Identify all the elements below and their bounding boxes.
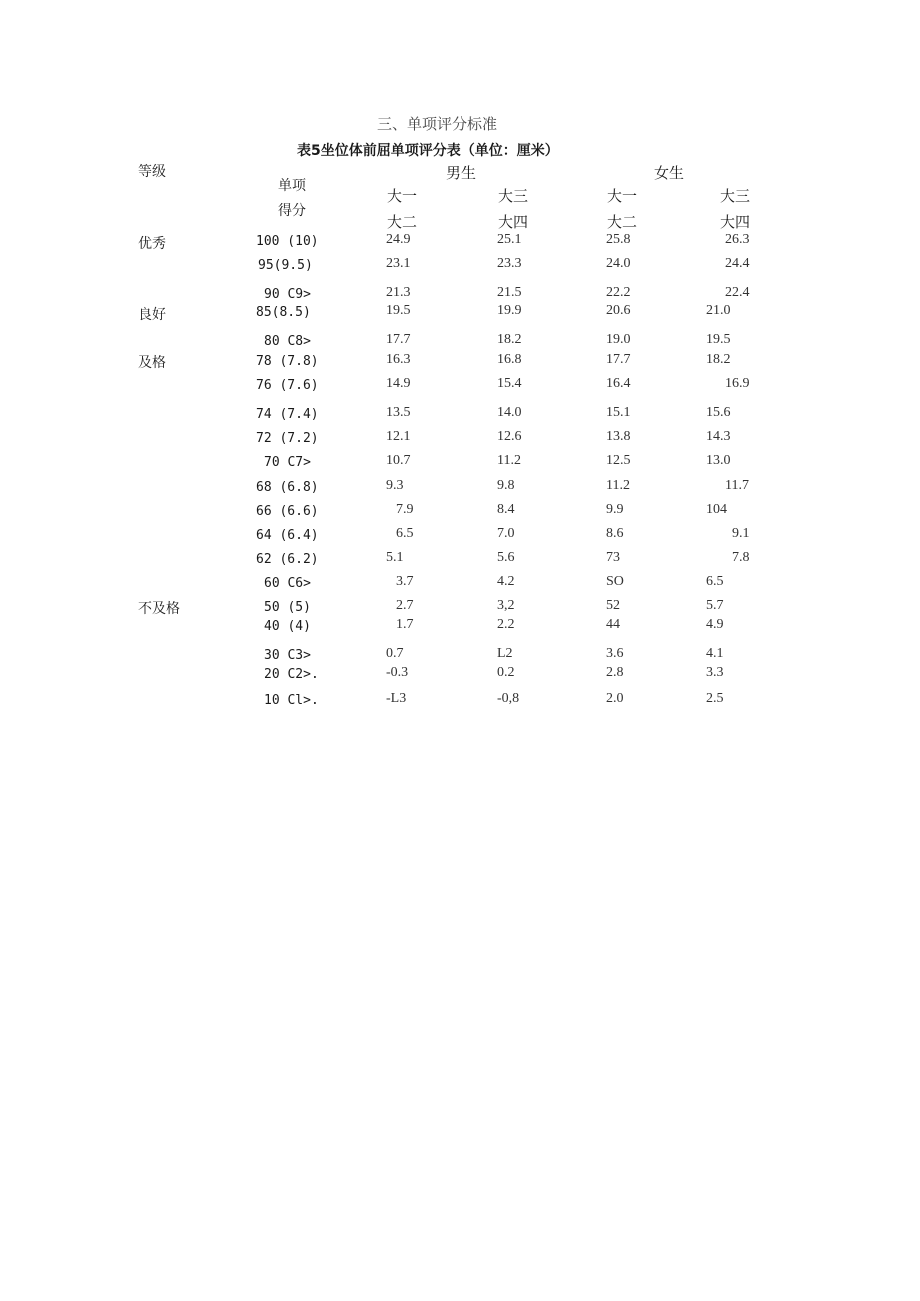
value-cell-m12: 19.5: [386, 303, 411, 318]
value-cell-f34: 22.4: [725, 285, 750, 300]
value-cell-f34: 11.7: [725, 478, 749, 493]
header-male-year34-line2: 大四: [498, 213, 529, 231]
value-cell-f12: 73: [606, 550, 620, 565]
value-cell-f12: 12.5: [606, 453, 631, 468]
value-cell-f12: 3.6: [606, 646, 624, 661]
value-cell-f12: 9.9: [606, 502, 624, 517]
value-cell-m34: 12.6: [497, 429, 522, 444]
value-cell-m12: 23.1: [386, 256, 411, 271]
score-cell: 80 C8>: [264, 334, 311, 349]
header-male-year34-line1: 大三: [498, 187, 529, 205]
header-female-year34-line2: 大四: [720, 213, 751, 231]
score-cell: 72 (7.2): [256, 431, 319, 446]
header-female-year12-line1: 大一: [607, 187, 638, 205]
value-cell-f34: 13.0: [706, 453, 731, 468]
value-cell-f34: 18.2: [706, 352, 731, 367]
value-cell-m12: 14.9: [386, 376, 411, 391]
score-cell: 70 C7>: [264, 455, 311, 470]
value-cell-m12: 3.7: [396, 574, 414, 589]
value-cell-m34: 8.4: [497, 502, 515, 517]
value-cell-m12: 24.9: [386, 232, 411, 247]
value-cell-f12: 52: [606, 598, 620, 613]
score-cell: 68 (6.8): [256, 480, 319, 495]
value-cell-m34: 7.0: [497, 526, 515, 541]
value-cell-f12: 13.8: [606, 429, 631, 444]
score-cell: 78 (7.8): [256, 354, 319, 369]
value-cell-f12: 22.2: [606, 285, 631, 300]
header-score-line1: 单项: [278, 178, 306, 194]
table-title: 表5坐位体前屈单项评分表（单位：厘米）: [297, 143, 559, 159]
value-cell-f12: 16.4: [606, 376, 631, 391]
value-cell-m12: 13.5: [386, 405, 411, 420]
header-male-year12-line2: 大二: [387, 213, 418, 231]
value-cell-m34: 0.2: [497, 665, 515, 680]
value-cell-m34: 4.2: [497, 574, 515, 589]
value-cell-m12: 21.3: [386, 285, 411, 300]
value-cell-f34: 19.5: [706, 332, 731, 347]
value-cell-m12: 7.9: [396, 502, 414, 517]
header-grade: 等级: [138, 164, 166, 180]
value-cell-m34: 18.2: [497, 332, 522, 347]
grade-label: 不及格: [138, 601, 180, 617]
value-cell-m12: -L3: [386, 691, 407, 706]
value-cell-f12: 19.0: [606, 332, 631, 347]
value-cell-f34: 26.3: [725, 232, 750, 247]
value-cell-f34: 24.4: [725, 256, 750, 271]
value-cell-m34: 5.6: [497, 550, 515, 565]
value-cell-f34: 14.3: [706, 429, 731, 444]
value-cell-f34: 5.7: [706, 598, 724, 613]
value-cell-m34: 14.0: [497, 405, 522, 420]
value-cell-f34: 3.3: [706, 665, 724, 680]
value-cell-m12: 6.5: [396, 526, 414, 541]
value-cell-m34: 2.2: [497, 617, 515, 632]
header-score-line2: 得分: [278, 203, 306, 219]
header-male: 男生: [446, 164, 477, 182]
score-cell: 40 (4): [264, 619, 311, 634]
value-cell-m34: 15.4: [497, 376, 522, 391]
section-title: 三、单项评分标准: [377, 115, 498, 133]
grade-label: 及格: [138, 355, 166, 371]
value-cell-f12: 2.8: [606, 665, 624, 680]
value-cell-f34: 21.0: [706, 303, 731, 318]
score-cell: 10 Cl>.: [264, 693, 319, 708]
header-female-year34-line1: 大三: [720, 187, 751, 205]
score-cell: 20 C2>.: [264, 667, 319, 682]
grade-label: 良好: [138, 307, 166, 323]
value-cell-m12: 17.7: [386, 332, 411, 347]
value-cell-f12: 24.0: [606, 256, 631, 271]
header-female-year12-line2: 大二: [607, 213, 638, 231]
value-cell-f12: 11.2: [606, 478, 630, 493]
value-cell-m12: 9.3: [386, 478, 404, 493]
value-cell-f12: 17.7: [606, 352, 631, 367]
value-cell-m34: 23.3: [497, 256, 522, 271]
score-cell: 76 (7.6): [256, 378, 319, 393]
value-cell-m12: 1.7: [396, 617, 414, 632]
value-cell-f34: 4.1: [706, 646, 724, 661]
value-cell-m12: 12.1: [386, 429, 411, 444]
value-cell-m34: -0,8: [497, 691, 520, 706]
value-cell-m12: -0.3: [386, 665, 409, 680]
value-cell-f34: 16.9: [725, 376, 750, 391]
value-cell-f34: 7.8: [732, 550, 750, 565]
header-male-year12-line1: 大一: [387, 187, 418, 205]
value-cell-m34: 16.8: [497, 352, 522, 367]
value-cell-f34: 6.5: [706, 574, 724, 589]
value-cell-m34: 19.9: [497, 303, 522, 318]
value-cell-f34: 4.9: [706, 617, 724, 632]
value-cell-f34: 104: [706, 502, 727, 517]
score-cell: 30 C3>: [264, 648, 311, 663]
value-cell-f12: 44: [606, 617, 620, 632]
value-cell-f34: 2.5: [706, 691, 724, 706]
value-cell-f12: 2.0: [606, 691, 624, 706]
value-cell-f12: 15.1: [606, 405, 631, 420]
score-cell: 95(9.5): [258, 258, 313, 273]
score-cell: 66 (6.6): [256, 504, 319, 519]
value-cell-f12: 8.6: [606, 526, 624, 541]
header-female: 女生: [654, 164, 685, 182]
value-cell-m34: 3,2: [497, 598, 515, 613]
score-cell: 74 (7.4): [256, 407, 319, 422]
value-cell-m34: 21.5: [497, 285, 522, 300]
score-cell: 85(8.5): [256, 305, 311, 320]
score-cell: 60 C6>: [264, 576, 311, 591]
value-cell-m34: L2: [497, 646, 513, 661]
value-cell-f12: 25.8: [606, 232, 631, 247]
score-cell: 64 (6.4): [256, 528, 319, 543]
score-cell: 90 C9>: [264, 287, 311, 302]
value-cell-m12: 10.7: [386, 453, 411, 468]
value-cell-f12: 20.6: [606, 303, 631, 318]
value-cell-m34: 11.2: [497, 453, 521, 468]
value-cell-m12: 16.3: [386, 352, 411, 367]
score-cell: 50 (5): [264, 600, 311, 615]
value-cell-m12: 2.7: [396, 598, 414, 613]
value-cell-m34: 25.1: [497, 232, 522, 247]
score-cell: 62 (6.2): [256, 552, 319, 567]
value-cell-m12: 5.1: [386, 550, 404, 565]
value-cell-f34: 15.6: [706, 405, 731, 420]
value-cell-f34: 9.1: [732, 526, 750, 541]
grade-label: 优秀: [138, 236, 166, 252]
value-cell-m12: 0.7: [386, 646, 404, 661]
value-cell-f12: SO: [606, 574, 624, 589]
score-cell: 100 (10): [256, 234, 319, 249]
value-cell-m34: 9.8: [497, 478, 515, 493]
